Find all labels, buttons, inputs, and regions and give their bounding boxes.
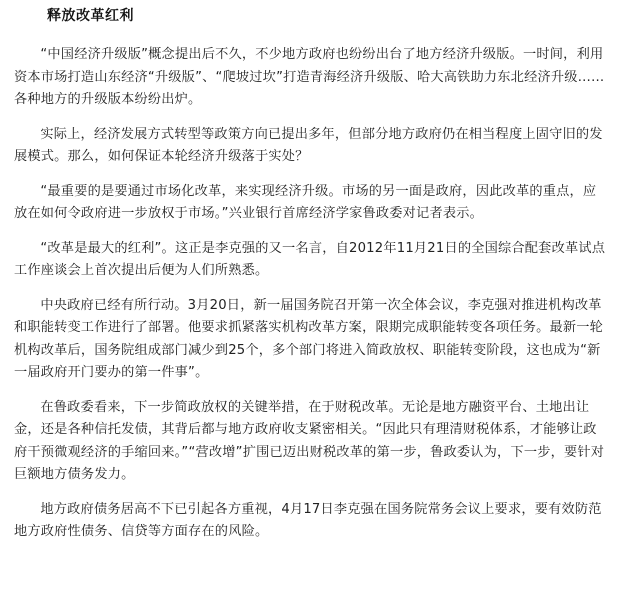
article-paragraph-2: 实际上，经济发展方式转型等政策方向已提出多年，但部分地方政府仍在相当程度上固守旧的发展模式。那么，如何保证本轮经济升级落于实处？ [14,126,603,164]
article-paragraph-4: “改革是最大的红利”。这正是李克强的又一名言，自2012年11月21日的全国综合配套改革试点工作座谈会上首次提出后便为人们所熟悉。 [14,240,606,278]
article-paragraph-5: 中央政府已经有所行动。3月20日，新一届国务院召开第一次全体会议，李克强对推进机构改革和职能转变工作进行了部署。他要求抓紧落实机构改革方案，限期完成职能转变各项任务。最新一轮机构改革后，国务院组成部门减少到25个，多个部门将进入简政放权、职能转变阶段，这也成为“新一届政府开门要办的第一件事”。 [14,297,604,380]
article-paragraph-7: 地方政府债务居高不下已引起各方重视，4月17日李克强在国务院常务会议上要求，要有效防范地方政府性债务、信贷等方面存在的风险。 [14,501,602,539]
article-title: 释放改革红利 [47,8,134,24]
article-paragraph-3: “最重要的是要通过市场化改革，来实现经济升级。市场的另一面是政府，因此改革的重点，应放在如何令政府进一步放权于市场。”兴业银行首席经济学家鲁政委对记者表示。 [14,183,597,221]
article-paragraph-1: “中国经济升级版”概念提出后不久，不少地方政府也纷纷出台了地方经济升级版。一时间，利用资本市场打造山东经济“升级版”、“爬坡过坎”打造青海经济升级版、哈大高铁助力东北经济升级……各种地方的升级版本纷纷出炉。 [14,47,605,107]
article-paragraph-6: 在鲁政委看来，下一步简政放权的关键举措，在于财税改革。无论是地方融资平台、土地出让金，还是各种信托发债，其背后都与地方政府收支紧密相关。“因此只有理清财税体系，才能够让政府干预微观经济的手缩回来。”“营改增”扩围已迈出财税改革的第一步，鲁政委认为，下一步，要针对巨额地方债务发力。 [14,399,605,482]
